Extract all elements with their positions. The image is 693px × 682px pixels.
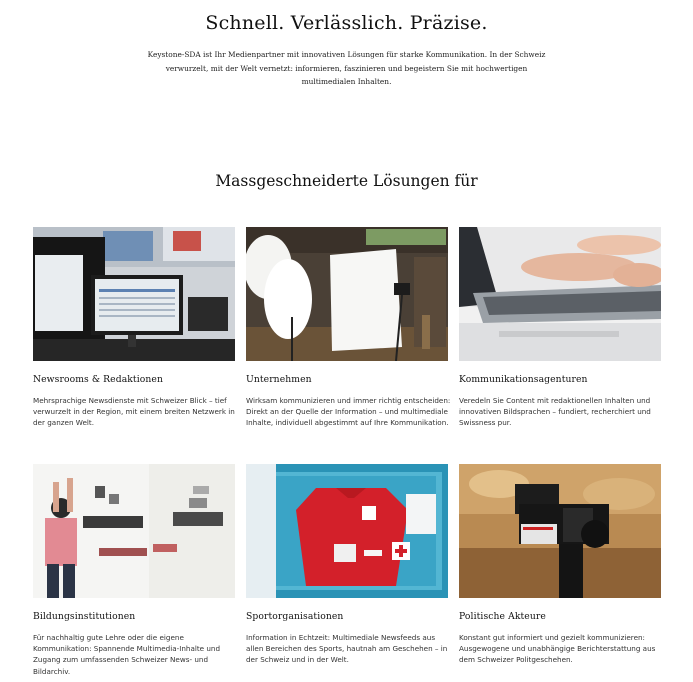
solution-card-description: Mehrsprachige Newsdienste mit Schweizer Blick – tief verwurzelt in der Region, mit einem breiten Netzwerk in der ganzen Welt. (33, 396, 235, 428)
solution-card-unternehmen[interactable] (246, 227, 451, 428)
solution-card-title[interactable]: Politische Akteure (459, 611, 546, 622)
solution-card-description: Veredeln Sie Content mit redaktionellen Inhalten und innovativen Bildsprachen – fundiert, recherchiert und Swissness pur. (459, 396, 651, 428)
solution-card-description: Für nachhaltig gute Lehre oder die eigene Kommunikation: Spannende Multimedia-Inhalte und Zugang zum umfassenden Schweizer News- und Bildarchiv. (33, 633, 221, 676)
solution-card-description: Information in Echtzeit: Multimediale Newsfeeds aus allen Bereichen des Sports, hautnah am Geschehen – in der Schweiz und in der Welt. (246, 633, 448, 665)
solution-card-title[interactable]: Unternehmen (246, 374, 312, 385)
solutions-title: Massgeschneiderte Lösungen für (215, 172, 478, 190)
solution-card-description: Konstant gut informiert und gezielt kommunizieren: Ausgewogene und unabhängige Berichterstattung aus dem Schweizer Politgeschehen. (459, 633, 656, 665)
solution-card-title[interactable]: Newsrooms & Redaktionen (33, 374, 163, 385)
swiss-jersey-box-photo[interactable] (246, 464, 448, 598)
newsroom-monitors-photo[interactable] (33, 227, 235, 361)
solution-card-bildung[interactable] (33, 464, 235, 676)
hero-title: Schnell. Verlässlich. Präzise. (205, 12, 488, 34)
solution-card-agenturen[interactable] (459, 227, 661, 428)
hero-intro: Keystone-SDA ist Ihr Medienpartner mit innovativen Lösungen für starke Kommunikation. In der Schweiz verwurzelt, mit der Welt vernetzt: informieren, faszinieren und begeistern Sie mit hochwertigen multimedialen Inhalten. (147, 50, 546, 86)
solution-card-newsrooms[interactable] (33, 227, 235, 428)
solution-card-title[interactable]: Kommunikationsagenturen (459, 374, 588, 385)
parliament-video-camera-photo[interactable] (459, 464, 661, 598)
solution-card-title[interactable]: Sportorganisationen (246, 611, 344, 622)
man-pinning-photos-wall-photo[interactable] (33, 464, 235, 598)
photo-studio-umbrellas-photo[interactable] (246, 227, 448, 361)
solution-card-politik[interactable] (459, 464, 661, 665)
solution-card-sport[interactable] (246, 464, 448, 665)
solution-card-description: Wirksam kommunizieren und immer richtig entscheiden: Direkt an der Quelle der Information – und multimediale Inhalte, individuell abgestimmt auf Ihre Kommunikation. (246, 396, 451, 428)
solution-card-title[interactable]: Bildungsinstitutionen (33, 611, 136, 622)
laptop-typing-hands-photo[interactable] (459, 227, 661, 361)
